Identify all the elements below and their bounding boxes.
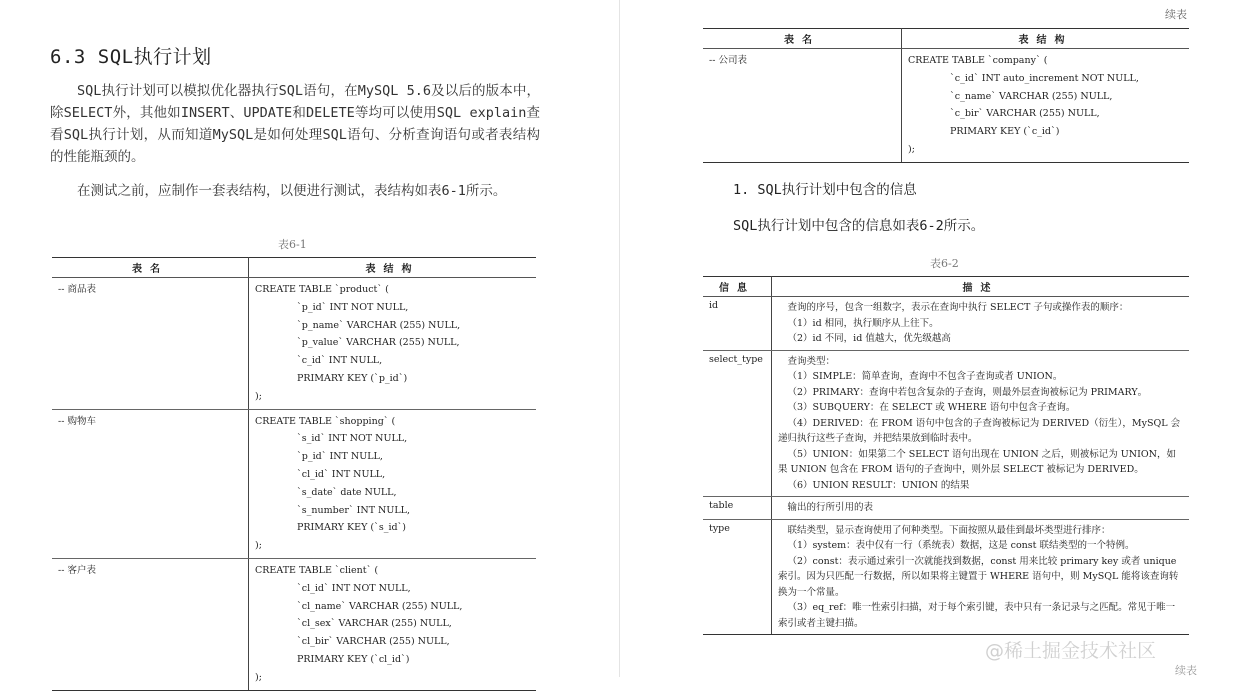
code-line: `s_id` INT NOT NULL, [297,433,408,445]
table-6-1 [52,257,536,691]
header-table-structure: 表结构 [249,258,537,278]
description-line: （1）id 相同，执行顺序从上往下。 [787,317,939,329]
info-name-cell: select_type [703,350,772,497]
table-caption-6-1: 表6-1 [278,238,307,251]
header-table-name: 表名 [703,29,902,49]
section-title: 6.3 SQL执行计划 [50,46,212,68]
table-row [703,297,1189,351]
description-line: 查询的序号，包含一组数字，表示在查询中执行 SELECT 子句或操作表的顺序： [787,302,1129,313]
code-line: `p_id` INT NULL, [297,451,383,463]
description-cell [772,297,1190,351]
intro-paragraph: SQL执行计划可以模拟优化器执行SQL语句，在MySQL 5.6及以后的版本中，除SELECT外，其他如INSERT、UPDATE和DELETE等均可以使用SQL explain查看SQL执行计划，从而知道MySQL是如何处理SQL语句、分析查询语句或者表结构的性能瓶颈的。 [50,83,540,165]
table-row [52,278,536,410]
table-name-cell: -- 客户表 [52,558,249,690]
table-structure-cell [249,558,537,690]
table-row [703,49,1189,163]
code-line: `cl_id` INT NOT NULL, [297,582,411,594]
description-line: （5）UNION：如果第二个 SELECT 语句出现在 UNION 之后，则被标记为 UNION，如果 UNION 包含在 FROM 语句的子查询中，则外层 SELECT 被标记为 DERIVED。 [778,448,1176,475]
code-line: ); [908,143,915,155]
table-structure-cell [902,49,1190,163]
code-line: `c_id` INT auto_increment NOT NULL, [950,72,1139,84]
setup-paragraph: 在测试之前，应制作一套表结构，以便进行测试，表结构如表6-1所示。 [77,183,507,199]
code-line: `p_name` VARCHAR (255) NULL, [297,319,461,331]
description-cell [772,350,1190,497]
code-line: CREATE TABLE `shopping` ( [255,415,396,427]
code-line: ); [255,540,262,552]
code-line: `s_number` INT NULL, [297,504,411,516]
table-row [52,558,536,690]
table-name-cell: -- 公司表 [703,49,902,163]
description-cell [772,497,1190,520]
header-info: 信息 [703,277,772,297]
code-line: `p_id` INT NOT NULL, [297,301,409,313]
code-line: `c_name` VARCHAR (255) NULL, [950,90,1113,102]
description-line: （6）UNION RESULT：UNION 的结果 [787,479,970,491]
code-line: `cl_bir` VARCHAR (255) NULL, [297,636,450,648]
table-name-cell: -- 商品表 [52,278,249,410]
header-table-name: 表名 [52,258,249,278]
description-line: （2）id 不同，id 值越大，优先级越高 [787,333,951,344]
table-row [703,497,1189,520]
table-name-cell: -- 购物车 [52,409,249,558]
table-row [703,350,1189,497]
description-line: （3）eq_ref：唯一性索引扫描，对于每个索引键，表中只有一条记录与之匹配。常见于唯一索引或者主键扫描。 [778,602,1176,629]
code-line: `cl_id` INT NULL, [297,468,386,480]
info-paragraph: SQL执行计划中包含的信息如表6-2所示。 [733,218,985,234]
code-line: PRIMARY KEY (`p_id`) [297,372,408,384]
code-line: `s_date` date NULL, [297,486,397,498]
table-caption-6-2: 表6-2 [930,257,959,270]
subheading: 1. SQL执行计划中包含的信息 [733,182,917,198]
code-line: PRIMARY KEY (`c_id`) [950,126,1060,138]
description-cell [772,519,1190,635]
code-line: ); [255,390,262,402]
watermark: @稀土掘金技术社区 [985,640,1157,662]
bottom-continued-label: 续表 [1175,664,1197,677]
description-line: （3）SUBQUERY：在 SELECT 或 WHERE 语句中包含子查询。 [787,402,1076,413]
code-line: ); [255,671,262,683]
code-line: PRIMARY KEY (`cl_id`) [297,653,410,665]
description-line: （1）SIMPLE：简单查询，查询中不包含子查询或者 UNION。 [787,371,1063,382]
table-6-2 [703,276,1189,635]
code-line: `cl_name` VARCHAR (255) NULL, [297,600,463,612]
code-line: CREATE TABLE `product` ( [255,284,389,295]
description-line: 联结类型，显示查询使用了何种类型。下面按照从最佳到最坏类型进行排序： [787,524,1111,536]
description-line: （2）PRIMARY：查询中若包含复杂的子查询，则最外层查询被标记为 PRIMARY。 [787,386,1148,398]
description-line: （4）DERIVED：在 FROM 语句中包含的子查询被标记为 DERIVED（衍生），MySQL 会递归执行这些子查询，并把结果放到临时表中。 [778,417,1181,444]
code-line: `p_value` VARCHAR (255) NULL, [297,337,460,349]
info-name-cell: id [703,297,772,351]
header-table-structure: 表结构 [902,29,1190,49]
code-line: `cl_sex` VARCHAR (255) NULL, [297,618,452,630]
table-row [52,409,536,558]
continued-label: 续表 [1165,8,1187,21]
header-description: 描述 [772,277,1190,297]
description-line: 输出的行所引用的表 [787,502,874,513]
table-6-1-continued [703,28,1189,163]
info-name-cell: table [703,497,772,520]
code-line: `c_id` INT NULL, [297,355,383,367]
body-text [50,80,540,214]
table-structure-cell [249,278,537,410]
code-line: CREATE TABLE `client` ( [255,564,379,576]
description-line: 查询类型： [787,355,836,367]
code-line: CREATE TABLE `company` ( [908,55,1048,66]
page-divider [619,0,620,677]
description-line: （2）const：表示通过索引一次就能找到数据，const 用来比较 primary key 或者 unique 索引。因为只匹配一行数据，所以如果将主键置于 WHERE 语句中，则 MySQL 能将该查询转换为一个常量。 [778,555,1179,598]
table-row [703,519,1189,635]
description-line: （1）system：表中仅有一行（系统表）数据，这是 const 联结类型的一个特例。 [787,540,1135,551]
code-line: `c_bir` VARCHAR (255) NULL, [950,108,1100,120]
code-line: PRIMARY KEY (`s_id`) [297,522,407,534]
info-name-cell: type [703,519,772,635]
table-structure-cell [249,409,537,558]
